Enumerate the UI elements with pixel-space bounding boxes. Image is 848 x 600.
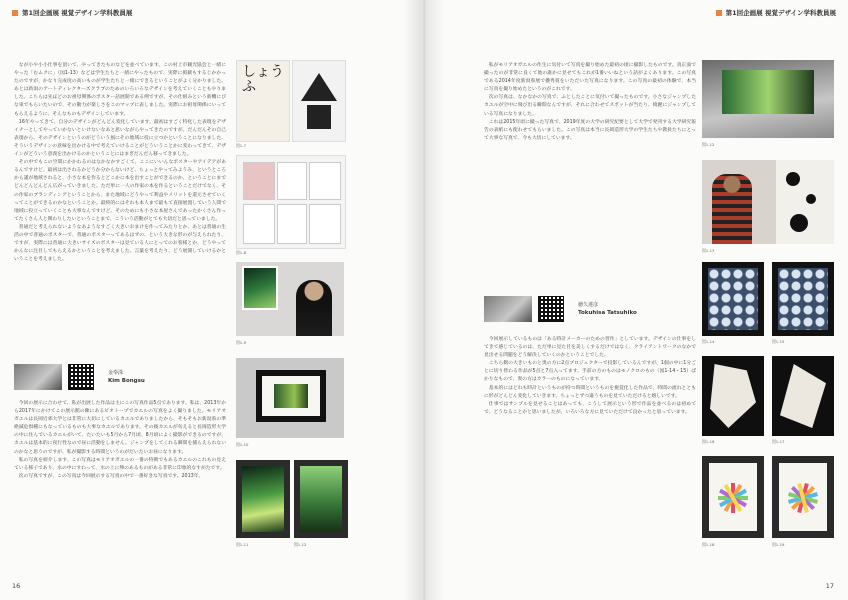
exhibit-panel — [277, 204, 307, 244]
projected-shape — [780, 364, 826, 428]
black-frame — [256, 370, 326, 422]
square-shape — [307, 105, 331, 129]
exhibit-panel — [243, 204, 275, 244]
triangle-shape — [301, 73, 337, 101]
paragraph: こちら側の大きいものと奥の方に2点プロジェクターで投影しているんですが、1個の中に1分ごとに切り替わる作品が5点と7点入ってます。手前の方のものはモノクロのもの（図1-14・15）ばかりなもので、奥の方はカラーのものになっています。 — [484, 361, 696, 383]
paragraph: 私の写真を紹介します。この写真はモリアオガエルの一番の特徴でもあるカエルのこれもの見えている様子であり、水の中にすわって、水の上に卵のあるものがある非常に印象的なすがたです。 — [14, 457, 226, 471]
figure-caption: 図1-10 — [236, 442, 249, 447]
figure-projection-4 — [772, 356, 834, 436]
figure-frog-photo-1 — [236, 460, 290, 538]
paragraph: 今回展示しているものは「ある時計メーカーのための習作」としています。デザインの仕事をしてきて感じているのは、ただ単に見た目を美しくするだけではなく、クライアントワークのなかで見出せる問題をどう解決していくのかということでした。 — [484, 337, 696, 359]
running-header-left — [12, 8, 132, 17]
profile-photo — [14, 364, 62, 390]
orange-square-marker — [716, 10, 722, 16]
figure-caption: 図1-12 — [702, 142, 715, 147]
figure-projection-3 — [702, 356, 764, 436]
rays-card — [779, 463, 827, 531]
figure-poster-geometric — [292, 60, 346, 142]
figure-caption: 図1-13 — [702, 248, 715, 253]
framed-frog-photo — [242, 266, 278, 310]
paragraph: なが小や小小仕事を頂いて、やってきたものなどを並べています。この村上市観光協会と一緒にやった「むムクに」（図1-13）などは学生たちと一緒にやったもので、実際に掲載もするじかかったのですが、かなり完成度の高いものが学生たちと一緒にできるということがよく分かりました。あとは新潟のアートディレクターズクラブのためのいろいろなデザインを考えていくこともやりました。こちらは先ほどのお祖母関係のポスター話展開である例ですが、その仕組みという新機にびな束でもらいたいので、その動力が楽しさをこのマップに表しました。実際にお祖母関係にいってもらえるように、そんなものもデザインしています。 — [14, 63, 226, 117]
projected-shape — [710, 364, 756, 428]
profile-names — [578, 301, 637, 317]
header-label: 第1回企画展 視覚デザイン学科教員展 — [22, 9, 133, 17]
profile-photo — [484, 296, 532, 322]
mat — [262, 376, 320, 416]
name-japanese: 徳久達彦 — [578, 302, 599, 308]
figure-projection-1 — [702, 262, 764, 336]
figure-color-rays-2 — [772, 456, 834, 538]
exhibit-panel — [309, 162, 341, 200]
name-english: Tokuhisa Tatsuhiko — [578, 310, 637, 316]
rays-card — [709, 463, 757, 531]
paragraph: 次の写真は、なかなかの写真で、ふとしたことに気付いて撮ったものです。小さなジャンプしたカエルが空中に飛び出る瞬間なんですが、それに合わせてスポットが当たり、綺麗にジャンプしている写真になりました。 — [484, 95, 696, 117]
figure-magazine — [702, 60, 834, 138]
exhibit-panel — [243, 162, 275, 200]
figure-presenter-wall — [702, 160, 834, 244]
paragraph: 基本的にはどれも時計というものが持つ時間というものを視覚化した作品で、時間の流れとともに形がどんどん変化していきます。ちょっとずつ違うものを見ていただけると嬉しいです。 — [484, 385, 696, 399]
exhibit-panel — [309, 204, 341, 244]
exhibit-panel — [277, 162, 307, 200]
figure-caption: 図1-15 — [772, 339, 785, 344]
figure-poster-typography — [236, 60, 290, 142]
figure-caption: 図1-8 — [236, 250, 246, 255]
figure-presenter-with-photo — [236, 262, 344, 336]
page-number-right: 17 — [825, 582, 834, 590]
figure-poster-text: しょうふ — [242, 64, 284, 95]
presenter — [296, 280, 332, 336]
figure-projection-2 — [772, 262, 834, 336]
projection-screen — [778, 268, 828, 330]
figure-caption: 図1-18 — [702, 542, 715, 547]
profile-tokuhisa — [484, 296, 637, 322]
qr-code[interactable] — [538, 296, 564, 322]
figure-frog-photo-2 — [294, 460, 348, 538]
presenter — [712, 174, 752, 244]
profile-kim-bongsu — [14, 364, 145, 390]
frog-photo — [300, 466, 342, 532]
page-number-left: 16 — [12, 582, 21, 590]
right-page — [424, 0, 848, 600]
paragraph: 今回の展示に合わせて、私が出展した作品は主にこの写真作品5点であります。私は、2013年から2017年にかけてこの展示館の陳にあるビオトープでカエルの写真をよく撮りました。モリアオガエルは長岡近郊大学とは非常に大切にしているカエルでありましたから、そもそもお新潟県の準絶滅危惧種にもなっているものも大事なカエルであります。その後カエルが旬えると長岡造形大学の中に住んでいるカエルがいて、たいたいも5月から7月頃、8月頃によく撮影ができるのですが、カエルは基本的に夜行性なので昼に活動をしません。ジャンプをしてくれる瞬間を捕らえられないのかなと思うのですが、私が撮影する時間というのがだいたいお昼になります。 — [14, 401, 226, 455]
body-column-2 — [14, 400, 226, 548]
paragraph: 普通だと考えられないようなあようなすごく大きいおまけを作ってみたりとか、あとは普通の生活の中で普通のポスターで、普通のポスターってあるはずの、という大きな形のが与えられたり、ですが、実際には普通に大きいサイズのポスターは見ている人にとってのお客様とか、どうやってかんなに注目してもらえるかということを考えました。言葉を考えたり、どう展開していけるかということを考えました。 — [14, 224, 226, 263]
paragraph: これは2015年頃に撮った写真で、2019年度の大学の研究紀要として大学で発刊する大学研究報告の表紙にも使わせてもらいました。この写真は本当に長岡造形大学の学生たちや教員たちにとって大事な写真で、今も大切にしています。 — [484, 119, 696, 141]
body-column-2 — [484, 336, 696, 520]
figure-color-rays-1 — [702, 456, 764, 538]
shape-dot — [806, 194, 816, 204]
profile-names — [108, 369, 145, 385]
frog-photo — [274, 384, 308, 408]
projection-screen — [708, 268, 758, 330]
paragraph: 仕事ではサンプルを見せることはあっても、こうして展示という形で作品を並べるのは初めてで、どうなることかと思いましたが、いろいろな方に見ていただけて良かったと思っています。 — [484, 401, 696, 415]
paragraph: 16年やってきて、自分のデザインがどんどん変化しています。最初はすごく特化した表現をデザイナーとしてやっていかないといけないなあと思いながらやってきたのですが、だんだんその自己表現から、そのデザインというのがどういう風にその地域に役に立つかということになりました。そういうデザインの意味を出かける中で考えていけることがどういうことかに変わってきて、デザインがどういう意義を出かけるのかということにはまぎだんだん移ってきました。 — [14, 119, 226, 158]
qr-code[interactable] — [68, 364, 94, 390]
projection-wall — [776, 160, 834, 244]
figure-caption: 図1-16 — [702, 439, 715, 444]
running-header-right — [716, 8, 836, 17]
name-japanese: 金奉洙 — [108, 370, 124, 376]
figure-caption: 図1-14 — [702, 339, 715, 344]
shape-dot — [790, 214, 808, 232]
orange-square-marker — [12, 10, 18, 16]
figure-exhibit-wall — [236, 155, 346, 249]
paragraph: 次の写真ですが、この写真は今回展示する写真の中で一番好きな写真です。2013年、 — [18, 473, 204, 479]
frog-photo — [722, 70, 814, 114]
body-column-1 — [484, 62, 696, 294]
frog-photo — [242, 466, 284, 532]
figure-caption: 図1-7 — [236, 143, 246, 148]
figure-caption: 図1-9 — [236, 340, 246, 345]
shape-dot — [786, 172, 800, 186]
name-english: Kim Bongsu — [108, 378, 145, 384]
figure-caption: 図1-12 — [294, 542, 307, 547]
figure-caption: 図1-11 — [236, 542, 249, 547]
figure-caption: 図1-19 — [772, 542, 785, 547]
figure-framed-photo — [236, 358, 344, 438]
paragraph: 私がモリアオガエルの作生に気付いて写真を撮り始めた最初の頃に撮影したものです。真正面で撮ったのが非常に良くて他の誰かに見せてもこれが1番いいねという話がよくあります。この写真である2014年度新潟県展で優秀賞をいただいた写真になります。この写真の最初の体験で、本当に写真を撮り始めたというのがこれです。 — [484, 63, 696, 93]
figure-caption: 図1-17 — [772, 439, 785, 444]
body-column-1 — [14, 62, 226, 268]
header-label: 第1回企画展 視覚デザイン学科教員展 — [725, 9, 836, 17]
paragraph: その中でもこの空間にかかわるのはなかなかすごくて、ここにいいんなポスターやアイデアがあるんですけど、最初は出されるかどうか分からないけど、ちょっとやってみようみ、というところから謹が地域されると、小さな本を作るとどこかに本を出すことができるのか、ということにまでどんどんどんどん広がっていきました。ただ単に一人の作家の本を作るということだけでなく、その作家のブランディングということから、また地域にどうやって利益やメリットを還元させていくってことができるのかなということか。最終的にはそれも本人まで最もて直接展置していう人間で地域に役立っていくことも大事なんですけど、そのためにも小さな本屋さんであったかくさん作ってたくさん人と関わりしたいということまで、こういう活動がとても大切だと思っていました。 — [14, 160, 226, 222]
